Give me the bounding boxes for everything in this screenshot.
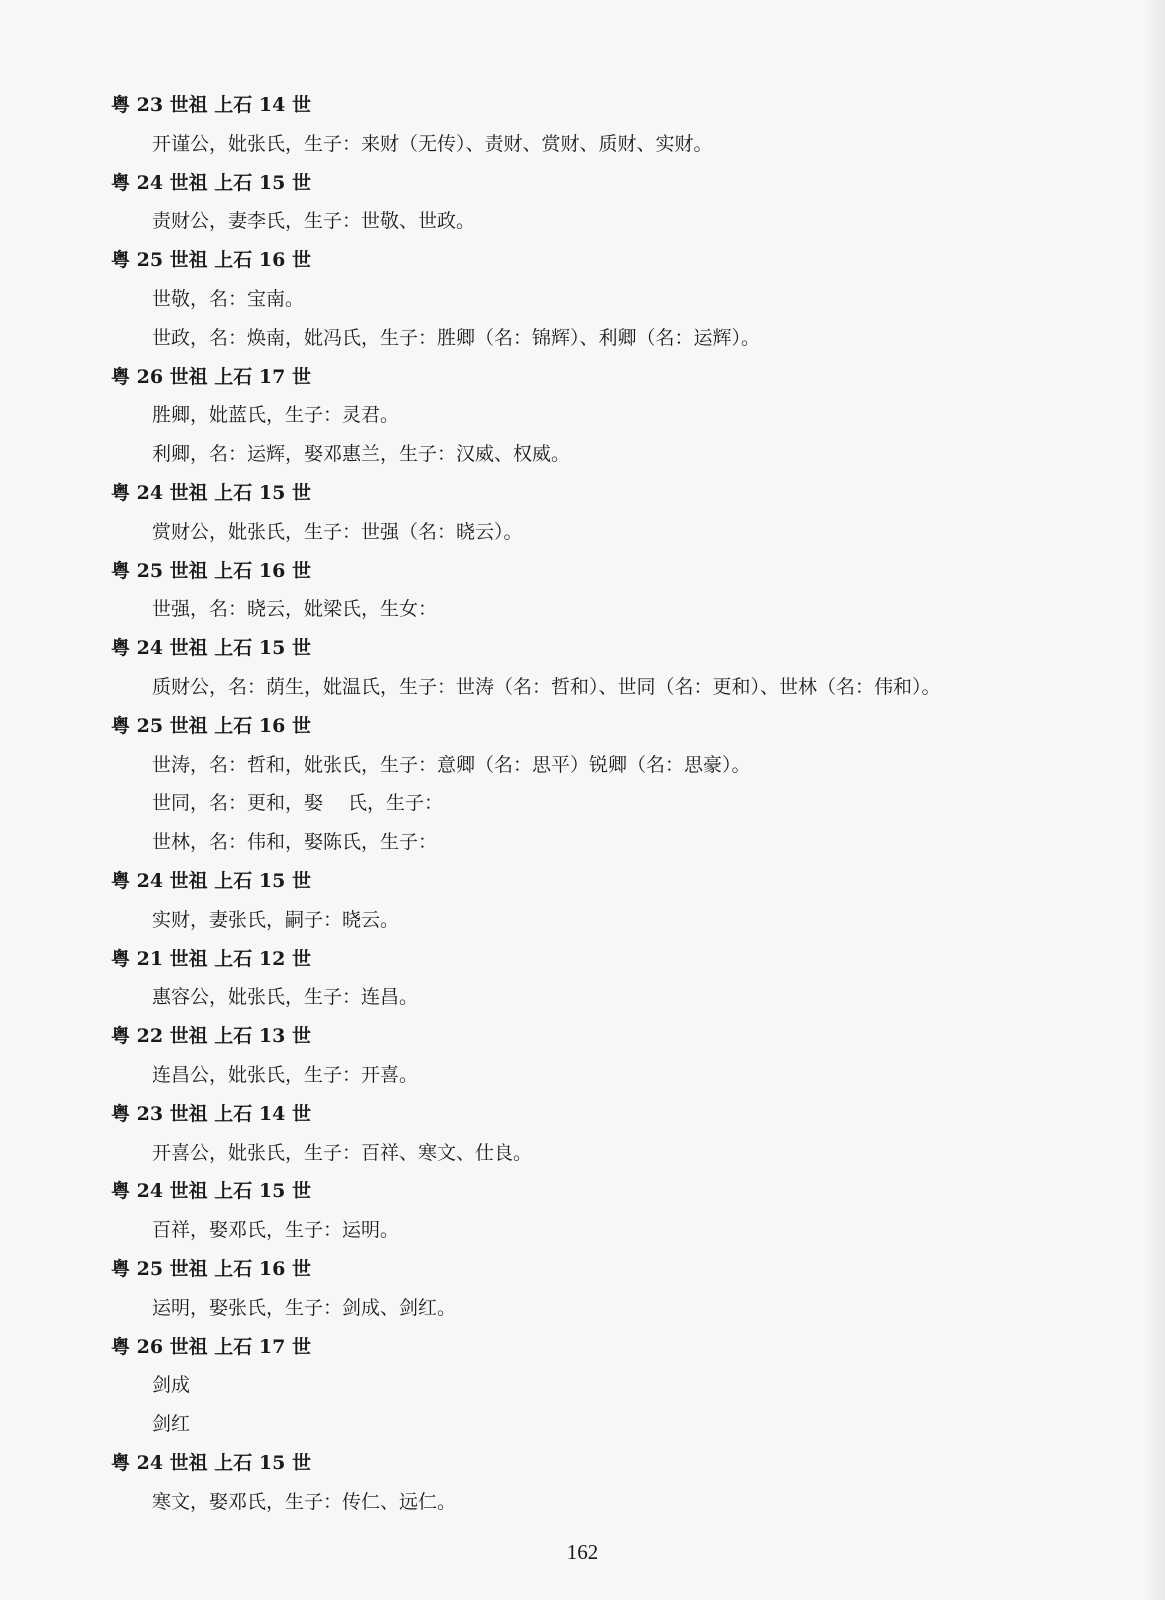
lineage-entry: 运明，娶张氏，生子：剑成、剑红。	[152, 1296, 457, 1319]
generation-heading: 粤 24 世祖 上石 15 世	[111, 482, 311, 504]
lineage-entry: 剑成	[152, 1374, 191, 1397]
lineage-entry: 寒文，娶邓氏，生子：传仁、远仁。	[152, 1490, 457, 1513]
lineage-entry: 胜卿，妣蓝氏，生子：灵君。	[152, 404, 400, 427]
lineage-entry: 实财，妻张氏，嗣子：晓云。	[152, 908, 400, 931]
lineage-entry: 世涛，名：哲和，妣张氏，生子：意卿（名：思平）锐卿（名：思豪）。	[152, 753, 751, 776]
generation-heading: 粤 24 世祖 上石 15 世	[111, 870, 311, 892]
lineage-entry: 世林，名：伟和，娶陈氏，生子：	[152, 831, 438, 854]
generation-heading: 粤 25 世祖 上石 16 世	[111, 559, 311, 582]
generation-heading: 粤 21 世祖 上石 12 世	[111, 947, 311, 970]
lineage-entry: 世政，名：焕南，妣冯氏，生子：胜卿（名：锦辉）、利卿（名：运辉）。	[152, 326, 761, 349]
generation-heading: 粤 24 世祖 上石 15 世	[111, 171, 311, 194]
lineage-entry: 质财公，名：荫生，妣温氏，生子：世涛（名：哲和）、世同（名：更和）、世林（名：伟和）。	[152, 676, 941, 698]
lineage-entry: 世强，名：晓云，妣梁氏，生女：	[152, 598, 438, 621]
generation-heading: 粤 25 世祖 上石 16 世	[111, 1258, 311, 1280]
lineage-entry: 剑红	[152, 1413, 191, 1436]
generation-heading: 粤 24 世祖 上石 15 世	[111, 637, 311, 660]
lineage-entry: 开喜公，妣张氏，生子：百祥、寒文、仕良。	[152, 1141, 533, 1164]
lineage-entry: 开谨公，妣张氏，生子：来财（无传）、责财、赏财、质财、实财。	[152, 132, 713, 155]
generation-heading: 粤 25 世祖 上石 16 世	[111, 249, 311, 272]
lineage-entry: 惠容公，妣张氏，生子：连昌。	[152, 986, 419, 1009]
page-number: 162	[566, 1540, 599, 1564]
generation-heading: 粤 26 世祖 上石 17 世	[111, 1335, 311, 1358]
lineage-entry: 连昌公，妣张氏，生子：开喜。	[152, 1064, 419, 1086]
generation-heading: 粤 24 世祖 上石 15 世	[111, 1452, 311, 1474]
lineage-entry: 利卿，名：运辉，娶邓惠兰，生子：汉威、权威。	[152, 443, 571, 466]
page-edge-shadow	[1143, 0, 1165, 1600]
generation-heading: 粤 22 世祖 上石 13 世	[111, 1025, 311, 1048]
lineage-entry: 责财公，妻李氏，生子：世敬、世政。	[152, 210, 476, 233]
lineage-entry: 世敬，名：宝南。	[152, 288, 305, 310]
lineage-entry: 百祥，娶邓氏，生子：运明。	[152, 1219, 400, 1242]
generation-heading: 粤 26 世祖 上石 17 世	[111, 365, 311, 388]
lineage-entry: 世同，名：更和，娶 氏，生子：	[152, 792, 444, 815]
lineage-entry: 赏财公，妣张氏，生子：世强（名：晓云）。	[152, 520, 523, 543]
generation-heading: 粤 25 世祖 上石 16 世	[111, 714, 311, 737]
generation-heading: 粤 24 世祖 上石 15 世	[111, 1180, 311, 1203]
generation-heading: 粤 23 世祖 上石 14 世	[111, 94, 311, 116]
generation-heading: 粤 23 世祖 上石 14 世	[111, 1102, 311, 1125]
